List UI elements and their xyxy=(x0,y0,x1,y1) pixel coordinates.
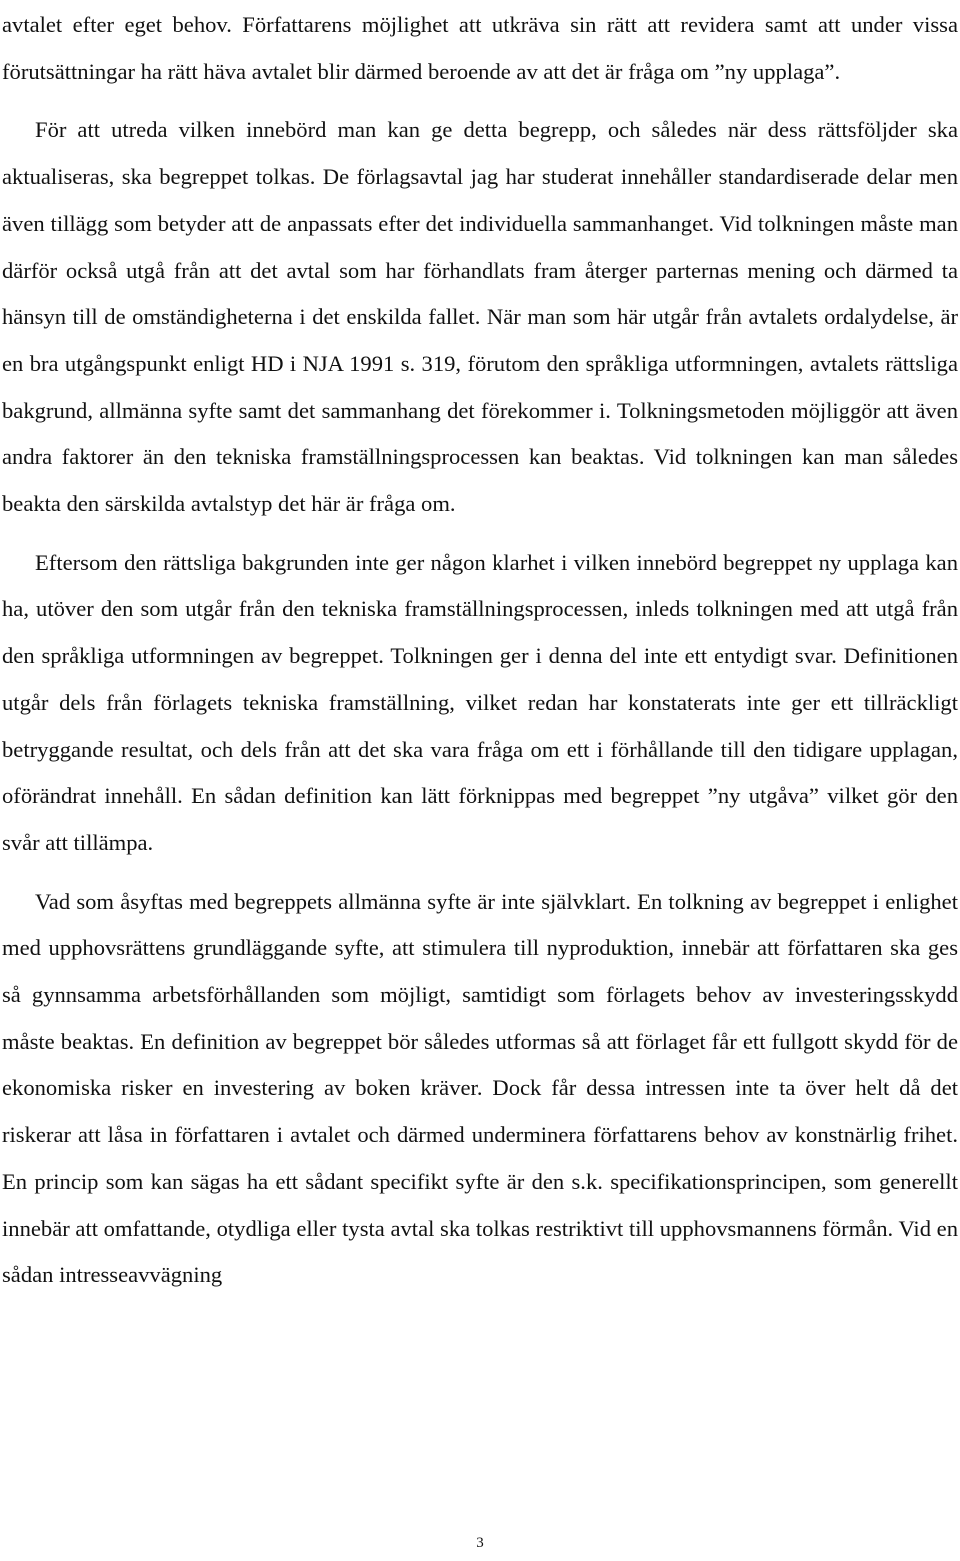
paragraph-general-purpose: Vad som åsyftas med begreppets allmänna syfte är inte självklart. En tolkning av begreppet i enlighet med upphovsrättens grundläggande syfte, att stimulera till nyproduktion, innebär att författaren ska ges så gynnsamma arbetsförhållanden som möjligt, samtidigt som förlagets behov av investeringsskydd måste beaktas. En definition av begreppet bör således utformas så att förlaget får ett fullgott skydd för de ekonomiska risker en investering av boken kräver. Dock får dessa intressen inte ta över helt då det riskerar att låsa in författaren i avtalet och därmed underminera författarens behov av konstnärlig frihet. En princip som kan sägas ha ett sådant specifikt syfte är den s.k. specifikationsprincipen, som generellt innebär att omfattande, otydliga eller tysta avtal ska tolkas restriktivt till upphovsmannens förmån. Vid en sådan intresseavvägning xyxy=(2,888,958,1288)
page-number: 3 xyxy=(476,1535,484,1551)
document-page xyxy=(2,0,958,1561)
paragraph-interpretation: För att utreda vilken innebörd man kan ge detta begrepp, och således när dess rättsföljder ska aktualiseras, ska begreppet tolkas. De förlagsavtal jag har studerat innehåller standardiserade delar men även tillägg som betyder att de anpassats efter det individuella sammanhanget. Vid tolkningen måste man därför också utgå från att det avtal som har förhandlats fram återger parternas mening och därmed ta hänsyn till de omständigheterna i det enskilda fallet. När man som här utgår från avtalets ordalydelse, är en bra utgångspunkt enligt HD i NJA 1991 s. 319, förutom den språkliga utformningen, avtalets rättsliga bakgrund, allmänna syfte samt det sammanhang det förekommer i. Tolkningsmetoden möjliggör att även andra faktorer än den tekniska framställningsprocessen kan beaktas. Vid tolkningen kan man således beakta den särskilda avtalstyp det här är fråga om. xyxy=(2,117,958,517)
paragraph-legal-background: Eftersom den rättsliga bakgrunden inte ger någon klarhet i vilken innebörd begreppet ny upplaga kan ha, utöver den som utgår från den tekniska framställningsprocessen, inleds tolkningen med att utgå från den språkliga utformningen av begreppet. Tolkningen ger i denna del inte ett entydigt svar. Definitionen utgår dels från förlagets tekniska framställning, vilket redan har konstaterats inte ger ett tillräckligt betryggande resultat, och dels från att det ska vara fråga om ett i förhållande till den tidigare upplagan, oförändrat innehåll. En sådan definition kan lätt förknippas med begreppet ”ny utgåva” vilket gör den svår att tillämpa. xyxy=(2,549,958,855)
paragraph-continuation: avtalet efter eget behov. Författarens möjlighet att utkräva sin rätt att revidera samt att under vissa förutsättningar ha rätt häva avtalet blir därmed beroende av att det är fråga om ”ny upplaga”. xyxy=(2,12,958,84)
